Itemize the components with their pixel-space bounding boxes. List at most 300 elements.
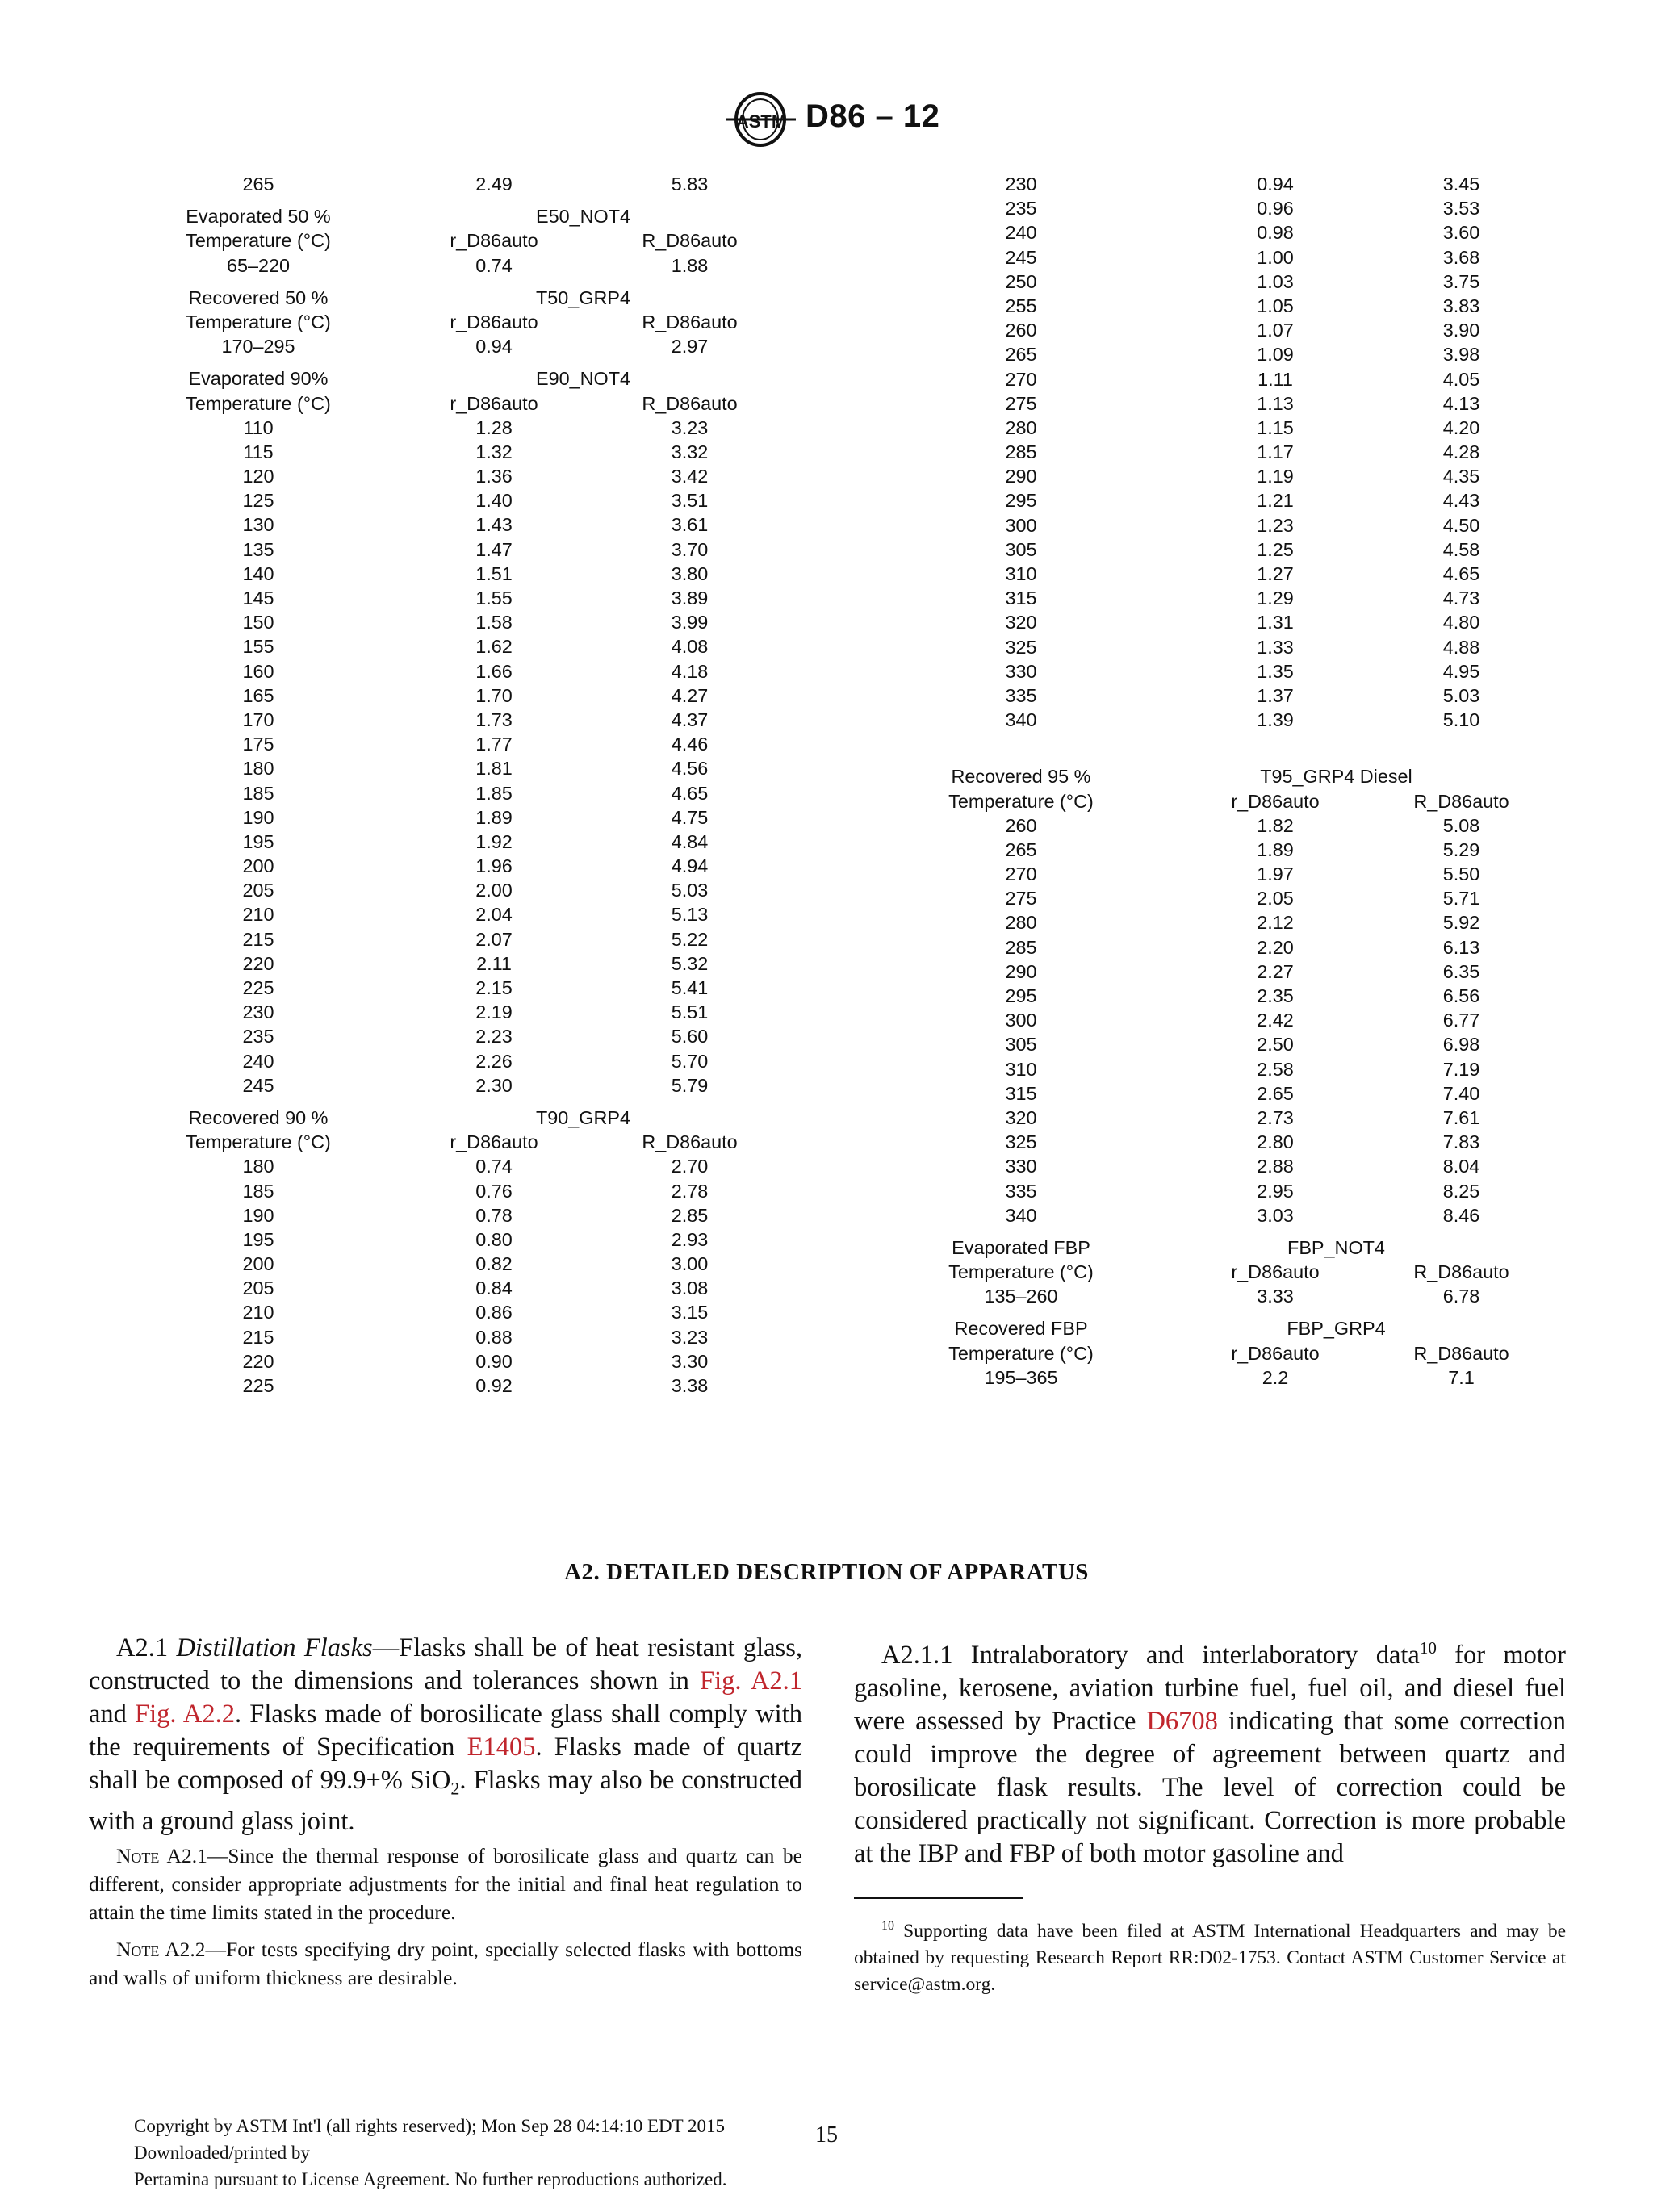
table-row xyxy=(892,537,1522,562)
table-cell: 0.90 xyxy=(475,1350,513,1372)
table-cell: 170 xyxy=(242,709,274,730)
table-row xyxy=(129,805,779,830)
table-row xyxy=(892,659,1522,684)
table-row xyxy=(129,488,779,512)
column-header: r_D86auto xyxy=(1231,1261,1320,1283)
copyright-footer xyxy=(134,2113,726,2193)
table-row xyxy=(129,253,779,278)
table-cell: 7.19 xyxy=(1442,1058,1480,1080)
table-cell: 300 xyxy=(1005,514,1037,536)
table-cell: 4.88 xyxy=(1442,636,1480,658)
table-cell: 1.27 xyxy=(1257,563,1294,584)
table-cell: 170–295 xyxy=(221,336,295,358)
table-cell: 300 xyxy=(1005,1010,1037,1031)
table-cell: 290 xyxy=(1005,960,1037,982)
table-row xyxy=(129,854,779,878)
table-title-row xyxy=(129,204,779,228)
column-header: Temperature (°C) xyxy=(948,1342,1094,1364)
table-cell: 2.12 xyxy=(1257,912,1294,934)
table-cell: 2.65 xyxy=(1257,1082,1294,1104)
table-cell: 1.62 xyxy=(475,636,513,658)
table-header-row xyxy=(892,1260,1522,1284)
table-cell: 1.17 xyxy=(1257,441,1294,463)
table-cell: 315 xyxy=(1005,1082,1037,1104)
table-cell: 310 xyxy=(1005,563,1037,584)
table-title-row xyxy=(129,1106,779,1130)
table-row xyxy=(129,756,779,780)
table-row xyxy=(892,270,1522,294)
table-cell: 230 xyxy=(242,1001,274,1023)
table-cell: 4.13 xyxy=(1442,392,1480,414)
table-row xyxy=(892,196,1522,220)
table-row xyxy=(892,440,1522,464)
footnote-divider xyxy=(854,1897,1023,1899)
table-row xyxy=(892,684,1522,708)
table-cell: 3.83 xyxy=(1442,295,1480,316)
table-cell: 270 xyxy=(1005,368,1037,390)
table-cell: 335 xyxy=(1005,1180,1037,1202)
table-row xyxy=(129,586,779,610)
table-code-label: FBP_NOT4 xyxy=(1287,1236,1385,1258)
table-cell: 3.53 xyxy=(1442,198,1480,220)
table-cell: 1.97 xyxy=(1257,863,1294,885)
table-title-row xyxy=(129,286,779,310)
table-cell: 1.25 xyxy=(1257,538,1294,560)
table-cell: 1.92 xyxy=(475,830,513,852)
table-cell: 245 xyxy=(242,1074,274,1096)
table-cell: 0.82 xyxy=(475,1253,513,1275)
table-cell: 275 xyxy=(1005,888,1037,909)
table-cell: 2.49 xyxy=(475,174,513,194)
table-row xyxy=(129,708,779,732)
table-cell: 1.19 xyxy=(1257,466,1294,487)
table-cell: 65–220 xyxy=(226,254,291,276)
table-cell: 2.05 xyxy=(1257,888,1294,909)
table-cell: 2.26 xyxy=(475,1050,513,1072)
table-row xyxy=(892,1106,1522,1130)
table-cell: 8.25 xyxy=(1442,1180,1480,1202)
table-cell: 1.37 xyxy=(1257,684,1294,706)
table-cell: 0.80 xyxy=(475,1228,513,1250)
table-row xyxy=(892,1365,1522,1390)
table-title-label: Recovered FBP xyxy=(954,1318,1088,1340)
table-row xyxy=(892,1203,1522,1227)
table-cell: 3.60 xyxy=(1442,222,1480,244)
table-cell: 285 xyxy=(1005,441,1037,463)
table-row xyxy=(129,1374,779,1398)
table-row xyxy=(129,1276,779,1300)
table-row xyxy=(129,878,779,902)
table-row xyxy=(129,1024,779,1048)
table-cell: 340 xyxy=(1005,709,1037,731)
table-cell: 2.11 xyxy=(476,952,512,974)
table-title-row xyxy=(892,764,1522,788)
table-cell: 2.58 xyxy=(1257,1058,1294,1080)
table-cell: 0.74 xyxy=(475,254,513,276)
paragraph-a2-1-1: A2.1.1 Intralaboratory and interlaboratory data$^{10}$ for motor gasoline, kerosene, aviation turbine fuel, fuel oil, and diesel fuel were assessed by Practice D6708 indicating that some correction could improve the degree of agreement between quartz and borosilicate flask results. The level of correction could be considered practically not significant. Correction is more probable at the IBP and FBP of both motor gasoline and xyxy=(854,1638,1566,1868)
table-row xyxy=(892,635,1522,659)
table-cell: 240 xyxy=(1005,222,1037,244)
table-cell: 195–365 xyxy=(984,1366,1058,1388)
table-cell: 335 xyxy=(1005,684,1037,706)
table-cell: 2.88 xyxy=(1257,1156,1294,1177)
table-cell: 1.85 xyxy=(475,782,513,804)
table-header-row xyxy=(129,228,779,253)
table-row xyxy=(129,440,779,464)
table-header-row xyxy=(129,1130,779,1154)
table-cell: 145 xyxy=(242,587,274,608)
table-row xyxy=(129,830,779,854)
table-cell: 3.68 xyxy=(1442,246,1480,268)
table-cell: 215 xyxy=(242,1326,274,1348)
column-header: Temperature (°C) xyxy=(948,790,1094,812)
table-cell: 1.82 xyxy=(1257,814,1294,836)
table-cell: 5.50 xyxy=(1442,863,1480,885)
table-cell: 120 xyxy=(242,466,274,487)
table-cell: 3.45 xyxy=(1442,174,1480,194)
table-cell: 1.32 xyxy=(475,441,513,462)
column-header: Temperature (°C) xyxy=(186,392,331,414)
table-cell: 340 xyxy=(1005,1204,1037,1226)
table-cell: 325 xyxy=(1005,1131,1037,1153)
table-code-label: E90_NOT4 xyxy=(535,368,630,390)
document-id: D86 – 12 xyxy=(806,98,940,134)
table-cell: 4.27 xyxy=(671,684,709,706)
column-header: R_D86auto xyxy=(642,392,738,414)
table-cell: 175 xyxy=(242,734,274,755)
table-cell: 185 xyxy=(242,782,274,804)
table-row xyxy=(129,610,779,634)
table-cell: 265 xyxy=(242,174,274,194)
table-cell: 5.03 xyxy=(671,880,709,901)
table-cell: 2.70 xyxy=(671,1156,709,1177)
table-cell: 1.81 xyxy=(475,758,513,780)
table-cell: 2.15 xyxy=(475,977,513,998)
table-cell: 295 xyxy=(1005,490,1037,512)
column-header: Temperature (°C) xyxy=(186,230,331,252)
table-row xyxy=(129,976,779,1000)
table-cell: 0.84 xyxy=(475,1277,513,1299)
table-row xyxy=(129,659,779,684)
table-cell: 1.03 xyxy=(1257,270,1294,292)
e1405-link[interactable]: E1405 xyxy=(467,1733,536,1762)
table-row xyxy=(892,342,1522,366)
table-row xyxy=(892,960,1522,984)
table-cell: 315 xyxy=(1005,587,1037,609)
table-cell: 1.89 xyxy=(1257,838,1294,860)
table-row xyxy=(892,1032,1522,1056)
table-cell: 255 xyxy=(1005,295,1037,316)
table-cell: 4.37 xyxy=(671,709,709,730)
table-row xyxy=(892,838,1522,862)
table-row xyxy=(129,334,779,358)
column-header: r_D86auto xyxy=(450,392,538,414)
table-cell: 0.98 xyxy=(1257,222,1294,244)
table-cell: 4.80 xyxy=(1442,612,1480,633)
table-cell: 2.35 xyxy=(1257,985,1294,1006)
column-header: Temperature (°C) xyxy=(948,1261,1094,1283)
table-title-label: Evaporated 90% xyxy=(188,368,329,390)
table-cell: 6.98 xyxy=(1442,1034,1480,1056)
column-header: R_D86auto xyxy=(642,311,738,332)
table-row xyxy=(892,1154,1522,1178)
table-cell: 5.41 xyxy=(671,977,709,998)
table-cell: 285 xyxy=(1005,936,1037,958)
table-cell: 180 xyxy=(242,1156,274,1177)
table-cell: 3.42 xyxy=(671,466,709,487)
table-cell: 1.40 xyxy=(475,490,513,512)
table-cell: 4.18 xyxy=(671,660,709,682)
table-cell: 8.04 xyxy=(1442,1156,1480,1177)
table-cell: 1.39 xyxy=(1257,709,1294,731)
table-cell: 260 xyxy=(1005,814,1037,836)
table-cell: 2.42 xyxy=(1257,1010,1294,1031)
table-cell: 320 xyxy=(1005,1106,1037,1128)
table-row xyxy=(129,1252,779,1276)
table-cell: 2.78 xyxy=(671,1180,709,1202)
table-cell: 1.55 xyxy=(475,587,513,608)
table-row xyxy=(892,391,1522,416)
astm-logo-icon xyxy=(726,90,799,148)
footer-line-2: Downloaded/printed by xyxy=(134,2143,310,2163)
table-cell: 1.96 xyxy=(475,855,513,877)
table-cell: 6.78 xyxy=(1442,1286,1480,1307)
table-cell: 115 xyxy=(243,441,274,462)
table-cell: 325 xyxy=(1005,636,1037,658)
a2-1-title: Distillation Flasks xyxy=(176,1633,373,1662)
table-cell: 3.23 xyxy=(671,1326,709,1348)
table-row xyxy=(129,562,779,586)
column-header: R_D86auto xyxy=(1413,1342,1509,1364)
table-cell: 1.35 xyxy=(1257,660,1294,682)
table-cell: 2.50 xyxy=(1257,1034,1294,1056)
table-cell: 3.00 xyxy=(671,1253,709,1275)
table-cell: 2.93 xyxy=(671,1228,709,1250)
table-cell: 1.23 xyxy=(1257,514,1294,536)
fig-a2-1-link[interactable]: Fig. A2.1 xyxy=(700,1666,802,1696)
left-table-column xyxy=(129,172,779,1398)
table-cell: 2.07 xyxy=(475,928,513,950)
table-cell: 4.20 xyxy=(1442,416,1480,438)
table-cell: 330 xyxy=(1005,660,1037,682)
table-cell: 260 xyxy=(1005,320,1037,341)
table-cell: 4.05 xyxy=(1442,368,1480,390)
table-cell: 1.73 xyxy=(475,709,513,730)
table-cell: 135 xyxy=(242,538,274,560)
table-row xyxy=(892,586,1522,610)
table-cell: 2.20 xyxy=(1257,936,1294,958)
table-title-row xyxy=(129,366,779,391)
table-cell: 160 xyxy=(242,660,274,682)
table-cell: 4.28 xyxy=(1442,441,1480,463)
table-cell: 290 xyxy=(1005,466,1037,487)
table-cell: 6.13 xyxy=(1442,936,1480,958)
table-cell: 7.83 xyxy=(1442,1131,1480,1153)
table-cell: 305 xyxy=(1005,1034,1037,1056)
table-cell: 5.03 xyxy=(1442,684,1480,706)
table-header-row xyxy=(129,310,779,334)
table-cell: 5.60 xyxy=(671,1026,709,1047)
table-cell: 0.92 xyxy=(475,1375,513,1396)
table-cell: 2.00 xyxy=(475,880,513,901)
table-cell: 1.13 xyxy=(1257,392,1294,414)
table-header-row xyxy=(129,391,779,416)
table-row xyxy=(892,416,1522,440)
table-cell: 205 xyxy=(242,880,274,901)
table-row xyxy=(129,927,779,951)
table-cell: 215 xyxy=(242,928,274,950)
table-cell: 0.96 xyxy=(1257,198,1294,220)
table-code-label: T90_GRP4 xyxy=(535,1106,630,1128)
table-cell: 200 xyxy=(242,855,274,877)
table-cell: 235 xyxy=(242,1026,274,1047)
table-cell: 2.73 xyxy=(1257,1106,1294,1128)
table-row xyxy=(129,1073,779,1098)
table-title-label: Recovered 90 % xyxy=(188,1106,329,1128)
table-cell: 245 xyxy=(1005,246,1037,268)
table-cell: 4.35 xyxy=(1442,466,1480,487)
table-cell: 310 xyxy=(1005,1058,1037,1080)
table-cell: 5.29 xyxy=(1442,838,1480,860)
table-cell: 5.83 xyxy=(671,174,709,194)
table-cell: 1.05 xyxy=(1257,295,1294,316)
table-cell: 5.71 xyxy=(1442,888,1480,909)
table-cell: 3.90 xyxy=(1442,320,1480,341)
table-row xyxy=(892,708,1522,732)
table-cell: 135–260 xyxy=(984,1286,1058,1307)
table-cell: 1.31 xyxy=(1257,612,1294,633)
table-row xyxy=(129,464,779,488)
table-row xyxy=(892,172,1522,196)
table-cell: 330 xyxy=(1005,1156,1037,1177)
table-row xyxy=(129,634,779,659)
table-cell: 230 xyxy=(1005,174,1037,194)
table-cell: 4.58 xyxy=(1442,538,1480,560)
page-number: 15 xyxy=(815,2122,838,2147)
table-cell: 1.28 xyxy=(475,416,513,438)
page-header xyxy=(0,87,1653,152)
table-cell: 1.66 xyxy=(475,660,513,682)
table-cell: 3.98 xyxy=(1442,344,1480,366)
note-a2-2: Note A2.2—For tests specifying dry point, specially selected flasks with bottoms and walls of uniform thickness are desirable. xyxy=(89,1938,802,1989)
table-cell: 2.04 xyxy=(475,904,513,926)
table-cell: 0.86 xyxy=(475,1302,513,1323)
table-cell: 5.70 xyxy=(671,1050,709,1072)
table-cell: 205 xyxy=(242,1277,274,1299)
footer-line-3: Pertamina pursuant to License Agreement. No further reproductions authorized. xyxy=(134,2169,727,2189)
table-cell: 265 xyxy=(1005,838,1037,860)
table-cell: 240 xyxy=(242,1050,274,1072)
svg-text:ASTM: ASTM xyxy=(735,111,787,132)
table-row xyxy=(129,1300,779,1324)
table-cell: 5.32 xyxy=(671,952,709,974)
d6708-link[interactable]: D6708 xyxy=(1146,1706,1218,1736)
table-row xyxy=(892,1130,1522,1154)
table-cell: 3.32 xyxy=(671,441,709,462)
footnote: $^{10}$ Supporting data have been filed at ASTM International Headquarters and may be obtained by requesting Research Report RR:D02-1753. Contact ASTM Customer Service at service@astm.org. xyxy=(854,1919,1566,1995)
table-cell: 2.85 xyxy=(671,1204,709,1226)
table-cell: 200 xyxy=(242,1253,274,1275)
column-header: r_D86auto xyxy=(1231,790,1320,812)
table-row xyxy=(129,781,779,805)
table-row xyxy=(892,610,1522,634)
table-cell: 225 xyxy=(242,977,274,998)
table-cell: 0.88 xyxy=(475,1326,513,1348)
table-row xyxy=(129,1203,779,1227)
table-cell: 190 xyxy=(242,1204,274,1226)
table-cell: 5.10 xyxy=(1442,709,1480,731)
table-cell: 320 xyxy=(1005,612,1037,633)
table-cell: 1.36 xyxy=(475,466,513,487)
table-row xyxy=(129,684,779,708)
table-cell: 140 xyxy=(242,562,274,584)
table-cell: 4.75 xyxy=(671,806,709,828)
table-cell: 0.94 xyxy=(1257,174,1294,194)
table-row xyxy=(129,902,779,926)
table-cell: 1.88 xyxy=(671,254,709,276)
table-cell: 6.77 xyxy=(1442,1010,1480,1031)
table-code-label: T50_GRP4 xyxy=(535,286,630,308)
table-cell: 195 xyxy=(242,830,274,852)
table-row xyxy=(129,1179,779,1203)
table-row xyxy=(129,951,779,976)
table-row xyxy=(129,732,779,756)
table-cell: 250 xyxy=(1005,270,1037,292)
table-title-row xyxy=(892,1316,1522,1340)
table-cell: 7.1 xyxy=(1448,1366,1475,1388)
table-row xyxy=(892,1057,1522,1081)
table-cell: 4.73 xyxy=(1442,587,1480,609)
table-cell: 3.70 xyxy=(671,538,709,560)
table-row xyxy=(892,562,1522,586)
table-row xyxy=(892,488,1522,512)
column-header: R_D86auto xyxy=(642,1131,738,1153)
table-cell: 225 xyxy=(242,1375,274,1396)
table-row xyxy=(892,318,1522,342)
table-cell: 220 xyxy=(242,952,274,974)
table-cell: 3.51 xyxy=(671,490,709,512)
table-row xyxy=(892,367,1522,391)
table-cell: 1.15 xyxy=(1257,416,1294,438)
table-cell: 2.80 xyxy=(1257,1131,1294,1153)
table-header-row xyxy=(892,1341,1522,1365)
table-cell: 1.89 xyxy=(475,806,513,828)
column-header: Temperature (°C) xyxy=(186,1131,331,1153)
table-row xyxy=(892,813,1522,838)
table-cell: 3.75 xyxy=(1442,270,1480,292)
table-cell: 3.08 xyxy=(671,1277,709,1299)
table-title-label: Recovered 95 % xyxy=(951,766,1091,788)
right-table-column xyxy=(892,172,1522,1390)
table-cell: 5.13 xyxy=(671,904,709,926)
note-a2-1: Note A2.1—Since the thermal response of borosilicate glass and quartz can be different, consider appropriate adjustments for the initial and final heat regulation to attain the time limits stated in the procedure. xyxy=(89,1844,802,1924)
table-row xyxy=(892,1284,1522,1308)
table-cell: 7.61 xyxy=(1442,1106,1480,1128)
table-row xyxy=(129,1049,779,1073)
table-cell: 1.11 xyxy=(1258,368,1293,390)
table-row xyxy=(892,1081,1522,1106)
column-header: R_D86auto xyxy=(1413,1261,1509,1283)
table-row xyxy=(892,886,1522,910)
table-title-row xyxy=(892,1236,1522,1260)
table-cell: 1.70 xyxy=(475,684,513,706)
footnote-ref: 10 xyxy=(1419,1638,1437,1658)
table-cell: 235 xyxy=(1005,198,1037,220)
fig-a2-2-link[interactable]: Fig. A2.2 xyxy=(135,1700,235,1729)
table-cell: 3.23 xyxy=(671,416,709,438)
column-header: Temperature (°C) xyxy=(186,311,331,332)
table-cell: 4.08 xyxy=(671,636,709,658)
